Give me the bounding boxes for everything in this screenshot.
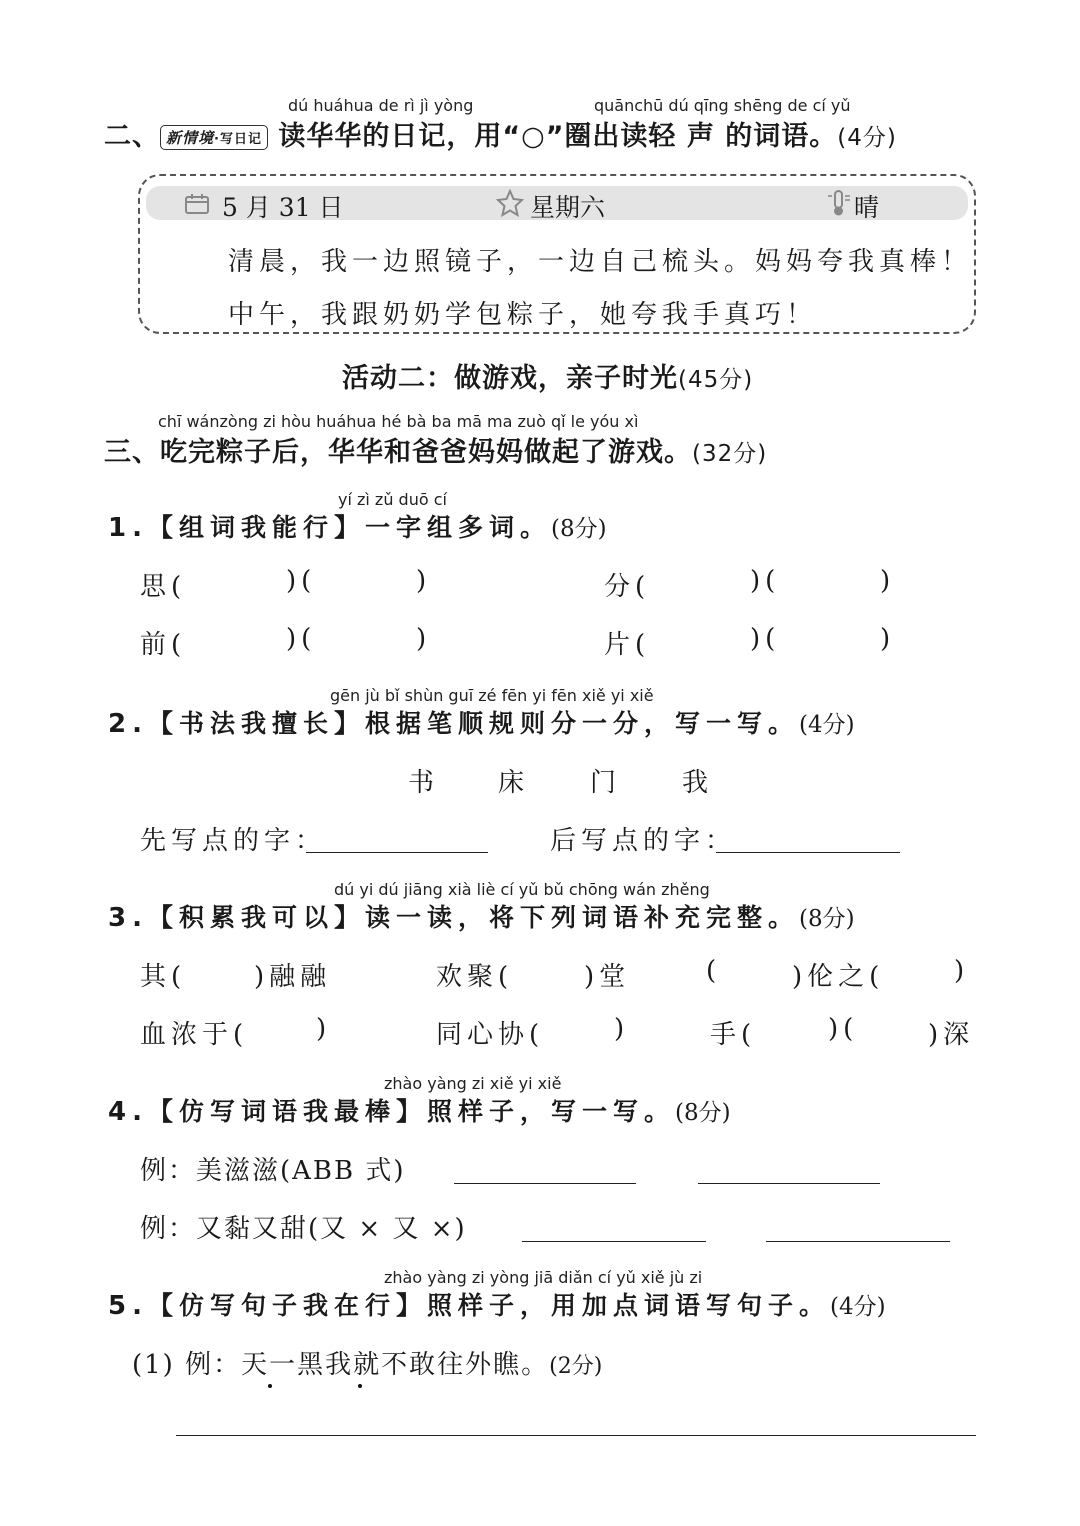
s2-pinyin: gēn jù bǐ shùn guī zé fēn yi fēn xiě yi xiě bbox=[330, 686, 654, 705]
s4-example-1: 例：美滋滋(ABB 式) bbox=[140, 1156, 406, 1186]
s5-example: (1) 例：天一黑我就不敢往外瞧。(2分) bbox=[132, 1350, 603, 1380]
s3-pinyin: dú yi dú jiāng xià liè cí yǔ bǔ chōng wán zhěng bbox=[334, 880, 710, 899]
s1-pinyin: yí zì zǔ duō cí bbox=[338, 490, 447, 509]
circle-symbol: ○ bbox=[521, 121, 546, 152]
diary-header-bar bbox=[146, 186, 968, 220]
diary-date: 5 月 31 日 bbox=[222, 193, 344, 222]
s2-char-4: 我 bbox=[682, 768, 714, 798]
after-dot-answer-line[interactable] bbox=[716, 851, 900, 853]
s3-row-2: 血浓于( ) 同心协( ) 手( )( )深 bbox=[140, 1014, 975, 1050]
s4-answer-line-1b[interactable] bbox=[698, 1182, 880, 1184]
q2-pinyin-b: quānchū dú qīng shēng de cí yǔ bbox=[594, 96, 851, 115]
diary-weekday: 星期六 bbox=[530, 193, 606, 222]
activity-title: 活动二：做游戏，亲子时光(45分) bbox=[342, 363, 754, 394]
q2-score: (4分) bbox=[837, 125, 897, 151]
s4-answer-line-1a[interactable] bbox=[454, 1182, 636, 1184]
q3-heading: 三、吃完粽子后，华华和爸爸妈妈做起了游戏。(32分) bbox=[104, 437, 768, 468]
diary-line-1: 清晨，我一边照镜子，一边自己梳头。妈妈夸我真棒！ bbox=[228, 247, 973, 277]
s4-example-2: 例：又黏又甜(又 × 又 ×) bbox=[140, 1214, 467, 1244]
new-scenario-badge: 新情境·写日记 bbox=[160, 125, 268, 150]
s3-heading: 3.【积累我可以】读一读，将下列词语补充完整。(8分) bbox=[108, 903, 855, 933]
s3-row-1: 其( )融融 欢聚( )堂 ( )伦之( ) bbox=[140, 956, 970, 992]
emphasis-dot-2 bbox=[358, 1384, 362, 1388]
s2-heading: 2.【书法我擅长】根据笔顺规则分一分，写一写。(4分) bbox=[108, 709, 855, 739]
q2-pinyin-a: dú huáhua de rì jì yòng bbox=[288, 96, 474, 115]
s4-heading: 4.【仿写词语我最棒】照样子，写一写。(8分) bbox=[108, 1097, 731, 1127]
q2-text-a: 读华华的日记，用“ bbox=[278, 121, 522, 152]
s1-row1-left: 思( )( ) bbox=[140, 566, 432, 602]
thermometer-icon bbox=[826, 189, 852, 223]
q2-heading bbox=[104, 114, 897, 153]
s1-row1-right: 分( )( ) bbox=[604, 566, 896, 602]
s1-heading: 1.【组词我能行】一字组多词。(8分) bbox=[108, 513, 607, 543]
diary-weather: 晴 bbox=[854, 193, 880, 222]
s4-answer-line-2b[interactable] bbox=[766, 1240, 950, 1242]
after-dot-label: 后写点的字： bbox=[550, 826, 737, 856]
s5-answer-line[interactable] bbox=[176, 1434, 976, 1436]
emphasis-dot-1 bbox=[268, 1384, 272, 1388]
first-dot-label: 先写点的字： bbox=[140, 826, 327, 856]
first-dot-answer-line[interactable] bbox=[306, 851, 488, 853]
s1-row2-left: 前( )( ) bbox=[140, 624, 432, 660]
star-icon bbox=[496, 189, 524, 223]
q2-text-b: ”圈出读轻 声 的词语。 bbox=[545, 121, 838, 152]
q3-pinyin: chī wánzòng zi hòu huáhua hé bà ba mā ma zuò qǐ le yóu xì bbox=[158, 412, 639, 431]
s2-char-2: 床 bbox=[498, 768, 530, 798]
s2-char-3: 门 bbox=[590, 768, 622, 798]
s1-row2-right: 片( )( ) bbox=[604, 624, 896, 660]
s5-pinyin: zhào yàng zi yòng jiā diǎn cí yǔ xiě jù zi bbox=[384, 1268, 703, 1287]
q2-number: 二、 bbox=[104, 121, 160, 152]
s5-heading: 5.【仿写句子我在行】照样子，用加点词语写句子。(4分) bbox=[108, 1291, 886, 1321]
s4-pinyin: zhào yàng zi xiě yi xiě bbox=[384, 1074, 562, 1093]
diary-line-2: 中午，我跟奶奶学包粽子，她夸我手真巧！ bbox=[228, 300, 818, 330]
s4-answer-line-2a[interactable] bbox=[522, 1240, 706, 1242]
calendar-icon bbox=[184, 192, 210, 221]
s2-char-1: 书 bbox=[408, 768, 440, 798]
